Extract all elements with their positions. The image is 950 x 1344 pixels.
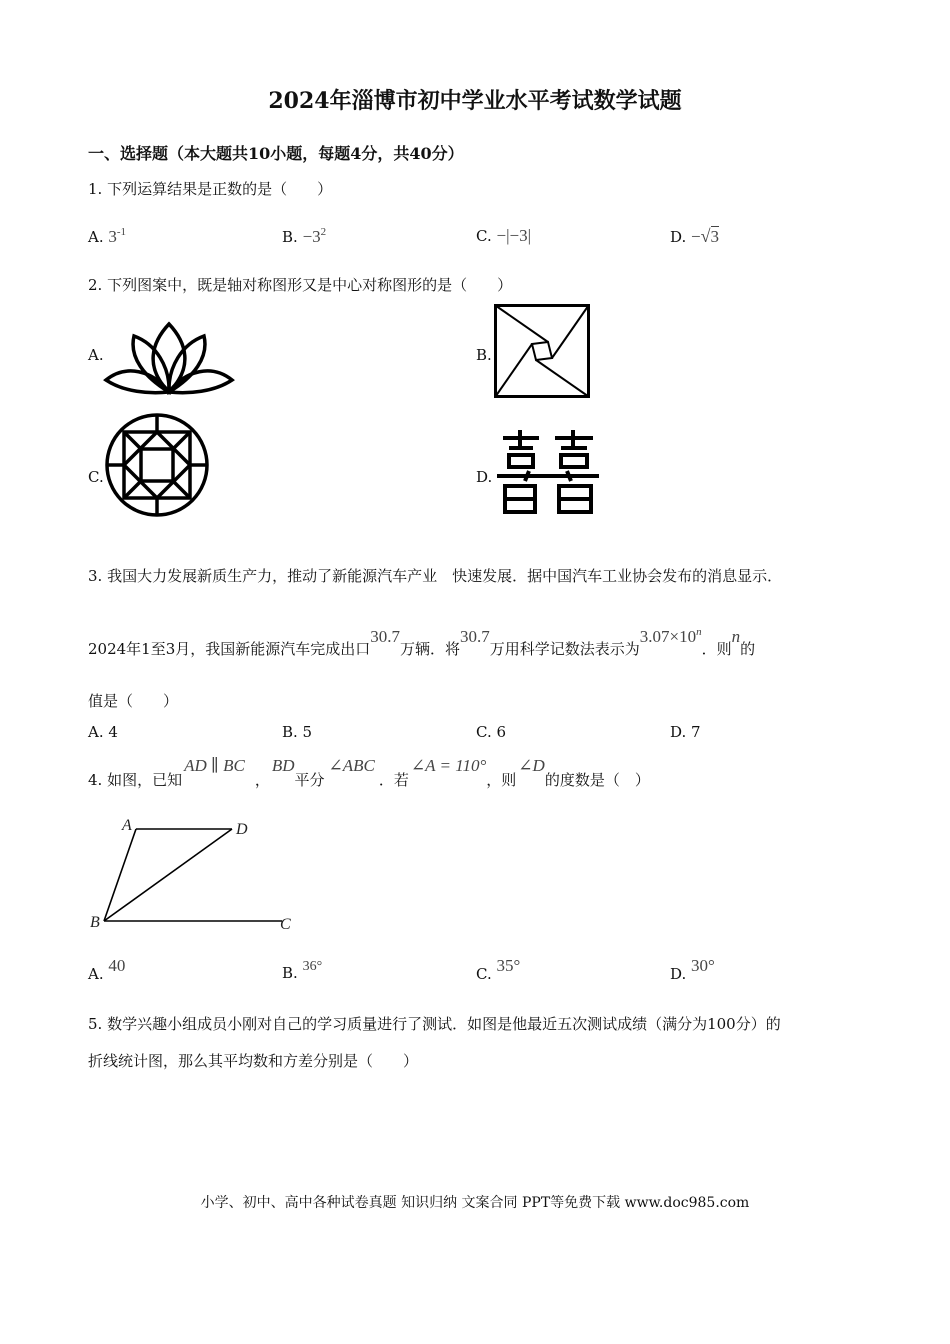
question-3-line-3: 值是（ ） [88,692,179,710]
point-label-b: B [90,914,100,931]
q1-c-expr: −|−3| [496,226,531,245]
question-2-stem: 2. 下列图案中，既是轴对称图形又是中心对称图形的是（ ） [88,276,513,294]
trapezoid-figure [90,815,300,935]
question-3-line-2: 2024年1至3月，我国新能源汽车完成出口30.7万辆．将30.7万用科学记数法表示为$3.07\times 10^n$．则n的 [88,626,756,658]
point-label-c: C [280,916,291,933]
section-heading: 一、选择题（本大题共10小题，每题4分，共40分） [88,144,464,163]
q4-option-d: D. 30° [670,956,715,983]
question-5-line-1: 5. 数学兴趣小组成员小刚对自己的学习质量进行了测试．如图是他最近五次测试成绩（满分为100分）的 [88,1015,781,1033]
q4-option-b: B. 36° [282,959,323,982]
q2-option-d-label: D. [476,468,493,486]
double-happiness-figure [495,428,601,516]
q4-option-a: A. 40 [88,956,126,983]
page-title: 2024年淄博市初中学业水平考试数学试题 [268,88,682,114]
q1-d-expr: −√3 [691,226,720,246]
q4-angle-abc: ∠ABC [328,756,375,775]
q1-option-b [282,226,326,247]
point-label-d: D [236,821,248,838]
q3-option-d: D. 7 [670,723,701,741]
q2-option-a-label: A. [88,346,104,364]
q4-angle-a: ∠A = 110° [410,756,487,775]
option-label: A. [88,228,104,246]
lotus-figure [104,322,234,402]
option-label: B. [282,228,298,246]
q3-option-a: A. 4 [88,723,118,741]
q1-option-d [670,226,719,247]
q3-var-n: n [731,627,741,646]
question-5-line-2: 折线统计图，那么其平均数和方差分别是（ ） [88,1052,419,1070]
footer-text: 小学、初中、高中各种试卷真题 知识归纳 文案合同 PPT等免费下载 www.doc985.com [200,1195,750,1211]
option-label: D. [670,228,687,246]
q3-number: 30.7 [460,627,490,646]
q3-option-c: C. 6 [476,723,507,741]
circle-lattice-figure [104,412,210,518]
q2-option-c-label: C. [88,468,104,486]
question-1-stem: 1. 下列运算结果是正数的是（ ） [88,180,333,198]
q4-angle-d: ∠D [518,756,545,775]
q1-option-c [476,226,531,246]
point-label-a: A [122,817,132,834]
q4-parallel: AD ∥ BC [184,756,245,775]
q2-option-b-label: B. [476,346,492,364]
q3-export-number: 30.7 [370,627,401,646]
question-4-stem: 4. 如图，已知AD ∥ BC，BD平分∠ABC．若∠A = 110°，则∠D的度数是（ ） [88,756,650,789]
q3-scientific-notation: $3.07\times 10^n$ [639,626,702,646]
q1-b-expr: $-3^2$ [302,226,327,246]
q4-option-c: C. 35° [476,956,521,983]
q1-a-expr: $3^{-1}$ [108,226,127,246]
q1-option-a [88,226,126,247]
pinwheel-square-figure [494,304,590,398]
option-label: C. [476,227,492,245]
question-3-line-1: 3. 我国大力发展新质生产力，推动了新能源汽车产业 快速发展．据中国汽车工业协会发布的消息显示． [88,567,783,585]
q3-option-b: B. 5 [282,723,313,741]
q4-bd: BD [271,756,295,775]
